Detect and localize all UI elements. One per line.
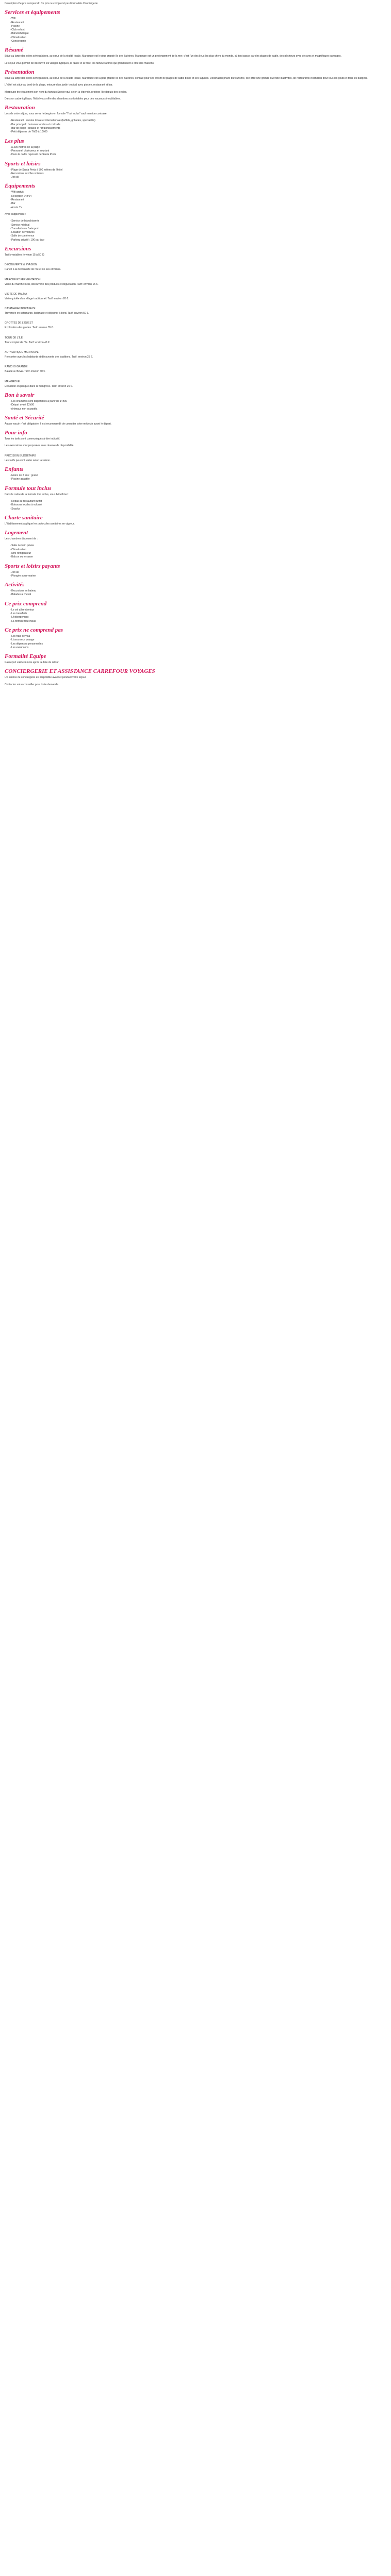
paragraph: Rencontre avec les habitants et découverte des traditions. Tarif: environ 25 €. [5,355,93,359]
list-item: - Balnéothérapie [10,32,386,36]
list-item: - Réception 24h/24 [10,195,386,198]
list-item: - Jet ski [10,571,386,574]
list-item: - Bar de plage : snacks et rafraîchissements [10,127,386,130]
list-item: - Balades à cheval [10,593,386,597]
equipements-supplement-list [5,219,386,242]
logement-heading: Logement [5,530,28,536]
formule-list [5,500,386,511]
prix-comprend-list [5,608,386,623]
excursion-item [5,307,386,315]
prix-ne-comprend-heading: Ce prix ne comprend pas [5,626,63,633]
sports-heading: Sports et loisirs [5,160,41,167]
prix-ne-comprend-list [5,635,386,650]
list-item: - Piscine adaptée [10,478,386,481]
paragraph: Un service de conciergerie est disponible avant et pendant votre séjour. [5,676,87,680]
paragraph: Balade à cheval. Tarif: environ 30 €. [5,370,46,374]
excursion-item [5,293,386,301]
list-item: - Boissons locales à volonté [10,503,386,507]
paragraph: Le séjour vous permet de découvrir les villages typiques, la faune et la flore, les fameux arbres qui grandissent à côté des maisons. [5,61,155,65]
list-item: - Balcon ou terrasse [10,555,386,559]
paragraph: Situé au large des côtes sénégalaises, au cœur de la réalité locale, Marpoupe est la plus grande île des Baleines, connue pour ses 50 km de plages de sable blanc et ses lagunes. Destination phare du tourisme, elle offre une grande diversité d'activités, de restaurants et d'hôtels pour tous les goûts et tous les budgets. [5,76,368,80]
sports-payants-list [5,571,386,579]
list-item: - Animaux non acceptés [10,408,386,411]
list-item: - Climatisation [10,548,386,552]
paragraph: Les chambres disposent de : [5,537,38,541]
list-item: - Parking privatif : 10€ par jour [10,239,386,242]
services-list [5,17,386,43]
list-item: - Salle de conférence [10,234,386,238]
paragraph: Avec supplément : [5,212,26,216]
paragraph: Contactez votre conseiller pour toute demande. [5,683,59,686]
activites-list [5,589,386,597]
paragraph: Traversée en catamaran, baignade et déjeuner à bord. Tarif: environ 50 €. [5,312,89,315]
presentation-heading: Présentation [5,69,35,75]
list-item: - Service médical [10,224,386,227]
list-item: - Plage de Santa Preta à 300 mètres de l'hôtel [10,168,386,172]
services-heading: Services et équipements [5,9,60,16]
charte-heading: Charte sanitaire [5,514,43,521]
resume-heading: Résumé [5,47,24,54]
paragraph: Partez à la découverte de l'île et de ses environs. [5,268,61,272]
paragraph: Excursion en pirogue dans la mangrove. Tarif: environ 25 €. [5,384,73,388]
paragraph: Tarifs variables (environ 15 à 50 €) [5,253,44,257]
paragraph: Visite guidée d'un village traditionnel. Tarif: environ 20 €. [5,297,69,300]
list-item: - La formule tout inclus [10,620,386,623]
list-item: - Les excursions [10,646,386,650]
paragraph: L'établissement applique les protocoles sanitaires en vigueur. [5,522,75,526]
les-plus-list [5,146,386,157]
activites-heading: Activités [5,582,25,588]
list-item: - Restaurant [10,21,386,25]
logement-list [5,544,386,559]
excursion-heading: TOUR DE L'ÎLE [5,336,23,340]
formalites-heading: Formalité Equipe [5,653,46,660]
excursion-heading: CATAMARAN BORASEYE [5,307,36,311]
paragraph: Les excursions sont proposées sous réserve de disponibilité. [5,444,74,448]
conciergerie-heading: CONCIERGERIE ET ASSISTANCE CARREFOUR VOYAGES [5,668,155,675]
list-item: - Excursions aux îles voisines [10,172,386,176]
bon-a-savoir-heading: Bon à savoir [5,392,35,398]
list-item: - Salle de bain privée [10,544,386,548]
excursion-item [5,263,386,272]
list-item: - Petit déjeuner de 7h00 à 10h00 [10,130,386,134]
list-item: - Piscine [10,25,386,28]
paragraph: Situé au large des côtes sénégalaises, au cœur de la réalité locale, Marpoupe est le plus grande île des Baleines, Marpoupe est un prolongement de la mer, c'est l'un des lieux les plus chers du monde, où tout passe par des plages de sable, des pêcheurs avec de rares et magnifiques paysages. [5,55,341,58]
les-plus-heading: Les plus [5,138,24,144]
equipements-heading: Équipements [5,183,36,190]
list-item: - Conciergerie [10,40,386,43]
excursion-item [5,278,386,286]
excursion-item [5,365,386,374]
list-item: - Plongée sous-marine [10,574,386,578]
restauration-list [5,119,386,134]
list-item: - Service de blanchisserie [10,219,386,223]
list-item: - Transfert vers l'aéroport [10,227,386,231]
list-item: - Restaurant [10,198,386,202]
excursion-heading: VISITE DE MALMA [5,292,27,296]
list-item: - Départ avant 12h00 [10,403,386,407]
list-item: - Les chambres sont disponibles à partir de 14h00 [10,400,386,403]
prix-comprend-heading: Ce prix comprend [5,600,47,607]
restauration-heading: Restauration [5,105,35,111]
excursion-heading: DÉCOUVERTE & ÉVASION [5,263,37,267]
list-item: - Wifi [10,17,386,21]
paragraph: L'hôtel est situé au bord de la plage, entouré d'un jardin tropical avec piscine, restaurant et bar. [5,83,113,87]
excursions-heading: Excursions [5,245,31,252]
bon-a-savoir-list [5,400,386,411]
enfants-heading: Enfants [5,466,24,473]
list-item: - Les transferts [10,612,386,616]
paragraph: Marpoupe tire également son nom du fameux Sorcier qui, selon la légende, protège l'île depuis des siècles. [5,90,127,94]
paragraph: Tous les tarifs sont communiqués à titre indicatif. [5,437,60,441]
excursion-heading: RANCHO GRANDE [5,365,28,369]
list-item: - L'hébergement [10,616,386,619]
list-item: - Les frais de visa [10,635,386,638]
sports-list [5,168,386,180]
excursion-item [5,351,386,359]
intro-text: Description Ce prix comprend : Ce prix ne comprend pas Formalités Conciergerie [5,2,98,5]
enfants-list [5,474,386,482]
equipements-list [5,191,386,209]
list-item: - Repas au restaurant buffet [10,500,386,503]
excursion-item [5,321,386,330]
sante-heading: Santé et Sécurité [5,414,44,421]
list-item: - Les dépenses personnelles [10,642,386,646]
paragraph: Passeport valide 6 mois après la date de retour. [5,661,59,665]
excursion-item [5,336,386,345]
paragraph: Visite du marché local, découverte des produits et dégustation. Tarif: environ 15 €. [5,282,99,286]
list-item: - Bar principal : boissons locales et cocktails [10,123,386,127]
list-item: - Jet ski [10,176,386,179]
list-item: - Mini-réfrigérateur [10,552,386,555]
excursion-heading: MANGROVE [5,380,20,383]
paragraph: Dans le cadre de la formule tout inclus, vous bénéficiez : [5,493,70,496]
precisions-heading: PRÉCISION BUDGÉTAIRE [5,454,37,457]
list-item: - A 300 mètres de la plage [10,146,386,149]
formule-heading: Formule tout inclus [5,485,52,492]
list-item: - Dans le cadre reposant de Santa Preta [10,153,386,157]
paragraph: Exploration des grottes. Tarif: environ 35 €. [5,326,54,330]
list-item: - Restaurant : cuisine locale et internationale (buffets, grillades, spécialités) [10,119,386,123]
list-item: - Club enfant [10,28,386,32]
list-item: - Bar [10,202,386,206]
paragraph: Dans un cadre idyllique, l'hôtel vous offre des chambres confortables pour des vacances inoubliables. [5,97,121,100]
excursion-item [5,380,386,388]
page [0,0,391,687]
list-item: - Excursions en bateau [10,589,386,593]
paragraph: Aucun vaccin n'est obligatoire. Il est recommandé de consulter votre médecin avant le départ. [5,422,112,426]
list-item: - L'assurance voyage [10,638,386,642]
list-item: - Climatisation [10,36,386,40]
list-item: - Location de voitures [10,231,386,234]
excursion-heading: MARCHÉ ET FERMENTATION [5,278,41,281]
sports-payants-heading: Sports et loisirs payants [5,563,60,569]
excursion-heading: GROTTES DE L'OUEST [5,321,33,325]
list-item: - Snacks [10,507,386,511]
list-item: - Moins de 2 ans : gratuit [10,474,386,478]
list-item: - Wifi gratuit [10,191,386,194]
list-item: - Le vol aller et retour [10,608,386,612]
paragraph: Lors de votre séjour, vous serez hébergés en formule "Tout inclus" sauf mention contraire. [5,112,107,116]
paragraph: Les tarifs peuvent varier selon la saison. [5,459,51,462]
list-item: - Accès TV [10,206,386,210]
paragraph: Tour complet de l'île. Tarif: environ 40 €. [5,341,51,344]
excursion-heading: AUTHENTIQUE MARPOUPE [5,351,39,354]
list-item: - Personnel chaleureux et souriant [10,149,386,153]
pour-info-heading: Pour info [5,430,27,436]
